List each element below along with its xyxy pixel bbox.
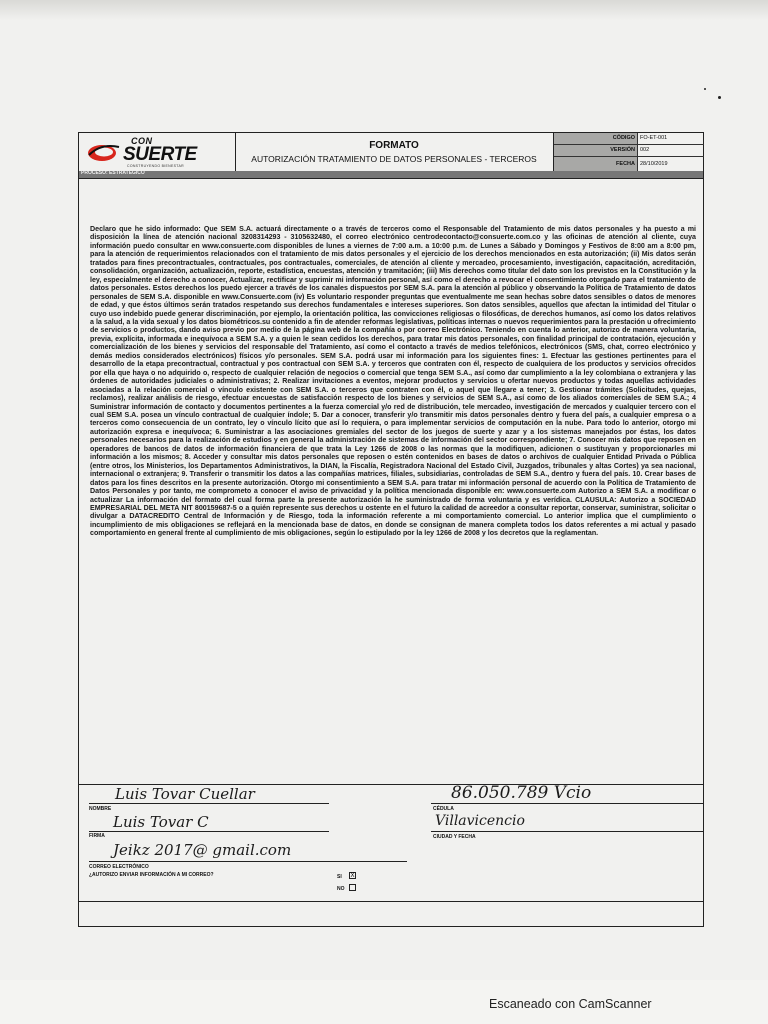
divider-line <box>79 901 703 902</box>
scan-speck <box>704 88 706 90</box>
codigo-label: CÓDIGO <box>554 133 638 144</box>
logo <box>79 133 236 171</box>
correo-label: CORREO ELECTRÓNICO <box>89 864 149 870</box>
title-block <box>235 133 553 171</box>
document-title: FORMATO <box>369 140 419 151</box>
firma-label: FIRMA <box>89 833 105 839</box>
autoriza-label: ¿AUTORIZO ENVIAR INFORMACIÓN A MI CORREO? <box>89 872 214 878</box>
fecha-value: 28/10/2019 <box>640 161 668 167</box>
nombre-label: NOMBRE <box>89 806 112 812</box>
correo-underline <box>89 861 407 862</box>
cedula-label: CÉDULA <box>433 806 454 812</box>
version-label: VERSIÓN <box>554 145 638 156</box>
scan-shadow <box>0 0 768 20</box>
camscanner-watermark: Escaneado con CamScanner <box>489 997 652 1011</box>
no-checkbox[interactable] <box>349 884 356 891</box>
code-row <box>554 133 704 145</box>
process-label: PROCESO: ESTRATÉGICO <box>81 170 145 176</box>
ciudad-label: CIUDAD Y FECHA <box>433 834 476 840</box>
ciudad-underline <box>431 831 703 832</box>
logo-tagline: CONSTRUYENDO BIENESTAR <box>127 164 184 168</box>
ciudad-handwriting: Villavicencio <box>435 813 525 829</box>
scan-speck <box>718 96 721 99</box>
document-header <box>79 133 703 172</box>
fecha-label: FECHA <box>554 157 638 171</box>
fecha-row <box>554 157 704 171</box>
firma-underline <box>89 831 329 832</box>
cedula-handwriting: 86.050.789 Vcio <box>451 783 592 803</box>
no-label: NO <box>337 886 345 892</box>
correo-handwriting: Jeikz 2017@ gmail.com <box>113 841 292 859</box>
nombre-handwriting: Luis Tovar Cuellar <box>115 785 255 803</box>
code-block <box>553 133 704 171</box>
nombre-underline <box>89 803 329 804</box>
si-checkbox[interactable]: X <box>350 873 355 879</box>
version-value: 002 <box>640 147 650 153</box>
logo-con-text: CON <box>131 136 153 146</box>
logo-suerte-text: SUERTE <box>123 144 197 165</box>
document-frame <box>78 132 704 927</box>
si-label: SI <box>337 874 342 880</box>
document-subtitle: AUTORIZACIÓN TRATAMIENTO DE DATOS PERSONALES - TERCEROS <box>251 154 537 164</box>
authorization-text: Declaro que he sido informado: Que SEM S.A. actuará directamente o a través de terceros como el Responsable del Tratamiento de mis datos personales y ha puesto a mi disposición la línea de atención nacional 3208314293 - 3105632480, el correo electrónico centrodecontacto@consuerte.com.co y las oficinas de atención al cliente, cuya información puedo consultar en www.consuerte.com disponibles de lunes a viernes de 7:00 a.m. a 10:00 p.m. de Lunes a Sábado y Domingos y Festivos de 8:00 am a 8:00 pm, para la atención de requerimientos relacionados con el tratamiento de mis datos personales y el ejercicio de los derechos mencionados en esta autorización; (ii) Mis datos serán tratados para fines precontractuales, contractuales, pos contractuales, comerciales, de atención al cliente y mercadeo, procesamiento, investigación, capacitación, acreditación, consolidación, organización, actualización, reporte, estadística, encuestas, atención y tramitación; (iii) Mis derechos como titular del dato son los previstos en la Constitución y la ley, especialmente el derecho a conocer, Actualizar, rectificar y suprimir mi información personal, así como el derecho a revocar el consentimiento otorgado para el tratamiento de datos personales. Estos derechos los puedo ejercer a través de los canales dispuestos por SEM S.A. para la atención al público y observando la Política de Tratamiento de datos personales de SEM S.A. disponible en www.Consuerte.com (iv) Es voluntario responder preguntas que eventualmente me sean hechas sobre datos sensibles o datos de menores de edad, y que éstos últimos serán tratados respetando sus derechos fundamentales e intereses superiores. Son datos sensibles, aquellos que afectan la intimidad del Titular o cuyo uso indebido puede generar discriminación, por ejemplo, la orientación política, las convicciones religiosas o filosóficas, de derechos humanos, así como los datos relativos a la salud, a la vida sexual y los datos biométricos.su contenido a fin de atender reformas legislativas, políticas internas o nuevos requerimientos para la prestación u ofrecimiento de servicios o productos, dando aviso previo por medio de la página web de la compañía o por correo Electrónico. Teniendo en cuenta lo anterior, autorizo de manera voluntaria, previa, explícita, informada e inequívoca a SEM S.A. y a quien le sean cedidos los derechos, para tratar mis datos personales, con finalidad principal de contratación, ejecución y comercialización de los bienes y servicios del responsable del Tratamiento, así como el contacto a través de medios telefónicos, electrónicos (SMS, chat, correo electrónico y demás medios considerados electrónicos) físicos y/o personales. SEM S.A. podrá usar mi información para los siguientes fines: 1. Efectuar las gestiones pertinentes para el desarrollo de la etapa precontractual, contractual y pos contractual con SEM S.A. y terceros que contraten con él, respecto de cualquiera de los productos y servicios ofrecidos por ella que haya o no adquirido o, respecto de cualquier relación de negocios o comercial que tenga SEM S.A., así como dar cumplimiento a la ley colombiana o extranjera y las órdenes de autoridades judiciales o administrativas; 2. Realizar invitaciones a eventos, mejorar productos y servicios u ofertar nuevos productos y todas aquellas actividades asociadas a la relación comercial o vínculo existente con SEM S.A. o terceros que contraten con él, o aquel que llegare a tener; 3. Gestionar trámites (Solicitudes, quejas, reclamos), realizar análisis de riesgo, efectuar encuestas de satisfacción respecto de los bienes y servicios de SEM S.A., así como de los aliados comerciales de SEM S.A.; 4 Suministrar información de contacto y documentos pertinentes a la fuerza comercial y/o red de distribución, tele mercadeo, investigación de mercados y cualquier tercero con el cual SEM S.A. posea un vínculo contractual de cualquier índole; 5. Dar a conocer, transferir y/o transmitir mis datos personales dentro y fuera del país, a cualquier empresa o a terceros como consecuencia de un contrato, ley o vínculo lícito que así lo requiera, o para implementar servicios de computación en la nube. Para todo lo anterior, otorgo mi autorización expresa e inequívoca; 6. Suministrar a las asociaciones gremiales del sector de los juegos de suerte y azar y a los sistemas manejados por éstas, los datos personales necesarios para la realización de estudios y en general la administración de sistemas de información del sector correspondiente; 7. Conocer mis datos que reposen en operadores de bancos de datos de información financiera de que trata la Ley 1266 de 2008 o las normas que la modifiquen, adicionen o sustituyan y proporcionarles mi información a los mismos; 8. Acceder y consultar mis datos personales que reposen o estén contenidos en bases de datos o archivos de cualquier Entidad Privada o Pública (entre otros, los Ministerios, los Departamentos Administrativos, la DIAN, la Fiscalía, Registradora Nacional del Estado Civil, Juzgados, tribunales y altas Cortes) ya sea nacional, internacional o extranjera; 9. Transferir o transmitir los datos a las compañías matrices, filiales, subsidiarias, controladas de SEM S.A., dentro y fuera del país. 10. Crear bases de datos para los fines descritos en la presente autorización. Otorgo mi consentimiento a SEM S.A. para tratar mi información personal de acuerdo con la Política de Tratamiento de Datos Personales y por tanto, me comprometo a conocer el aviso de privacidad y la política mencionada disponible en: www.consuerte.com Autorizo a SEM S.A. a modificar o actualizar La información del formato del cual forma parte la presente autorización la he suministrado de forma voluntaria y es verídica. CLAUSULA: Autorizo a SOCIEDAD EMPRESARIAL DEL META NIT 800159687-5 o a quién represente sus derechos u ostente en el futuro la calidad de acreedor a consultar reportar, conservar, suministrar, solicitar o divulgar a DATACREDITO Central de Información y de Riesgo, toda la información referente a mi comportamiento comercial. Lo anterior implica que el cumplimiento o incumplimiento de mis obligaciones se reflejará en la mencionada base de datos, en donde se consignan de manera completa todos los datos referentes a mi actual y pasado comportamiento en general frente al cumplimiento de mis obligaciones, según lo estipulado por la ley 1266 de 2008 y los decretos que la reglamentan. <box>90 225 696 538</box>
codigo-value: FO-ET-001 <box>640 135 668 141</box>
cedula-underline <box>431 803 703 804</box>
process-bar <box>79 171 703 179</box>
swirl-logo-icon <box>87 141 121 163</box>
firma-handwriting: Luis Tovar C <box>113 813 209 831</box>
version-row <box>554 145 704 157</box>
